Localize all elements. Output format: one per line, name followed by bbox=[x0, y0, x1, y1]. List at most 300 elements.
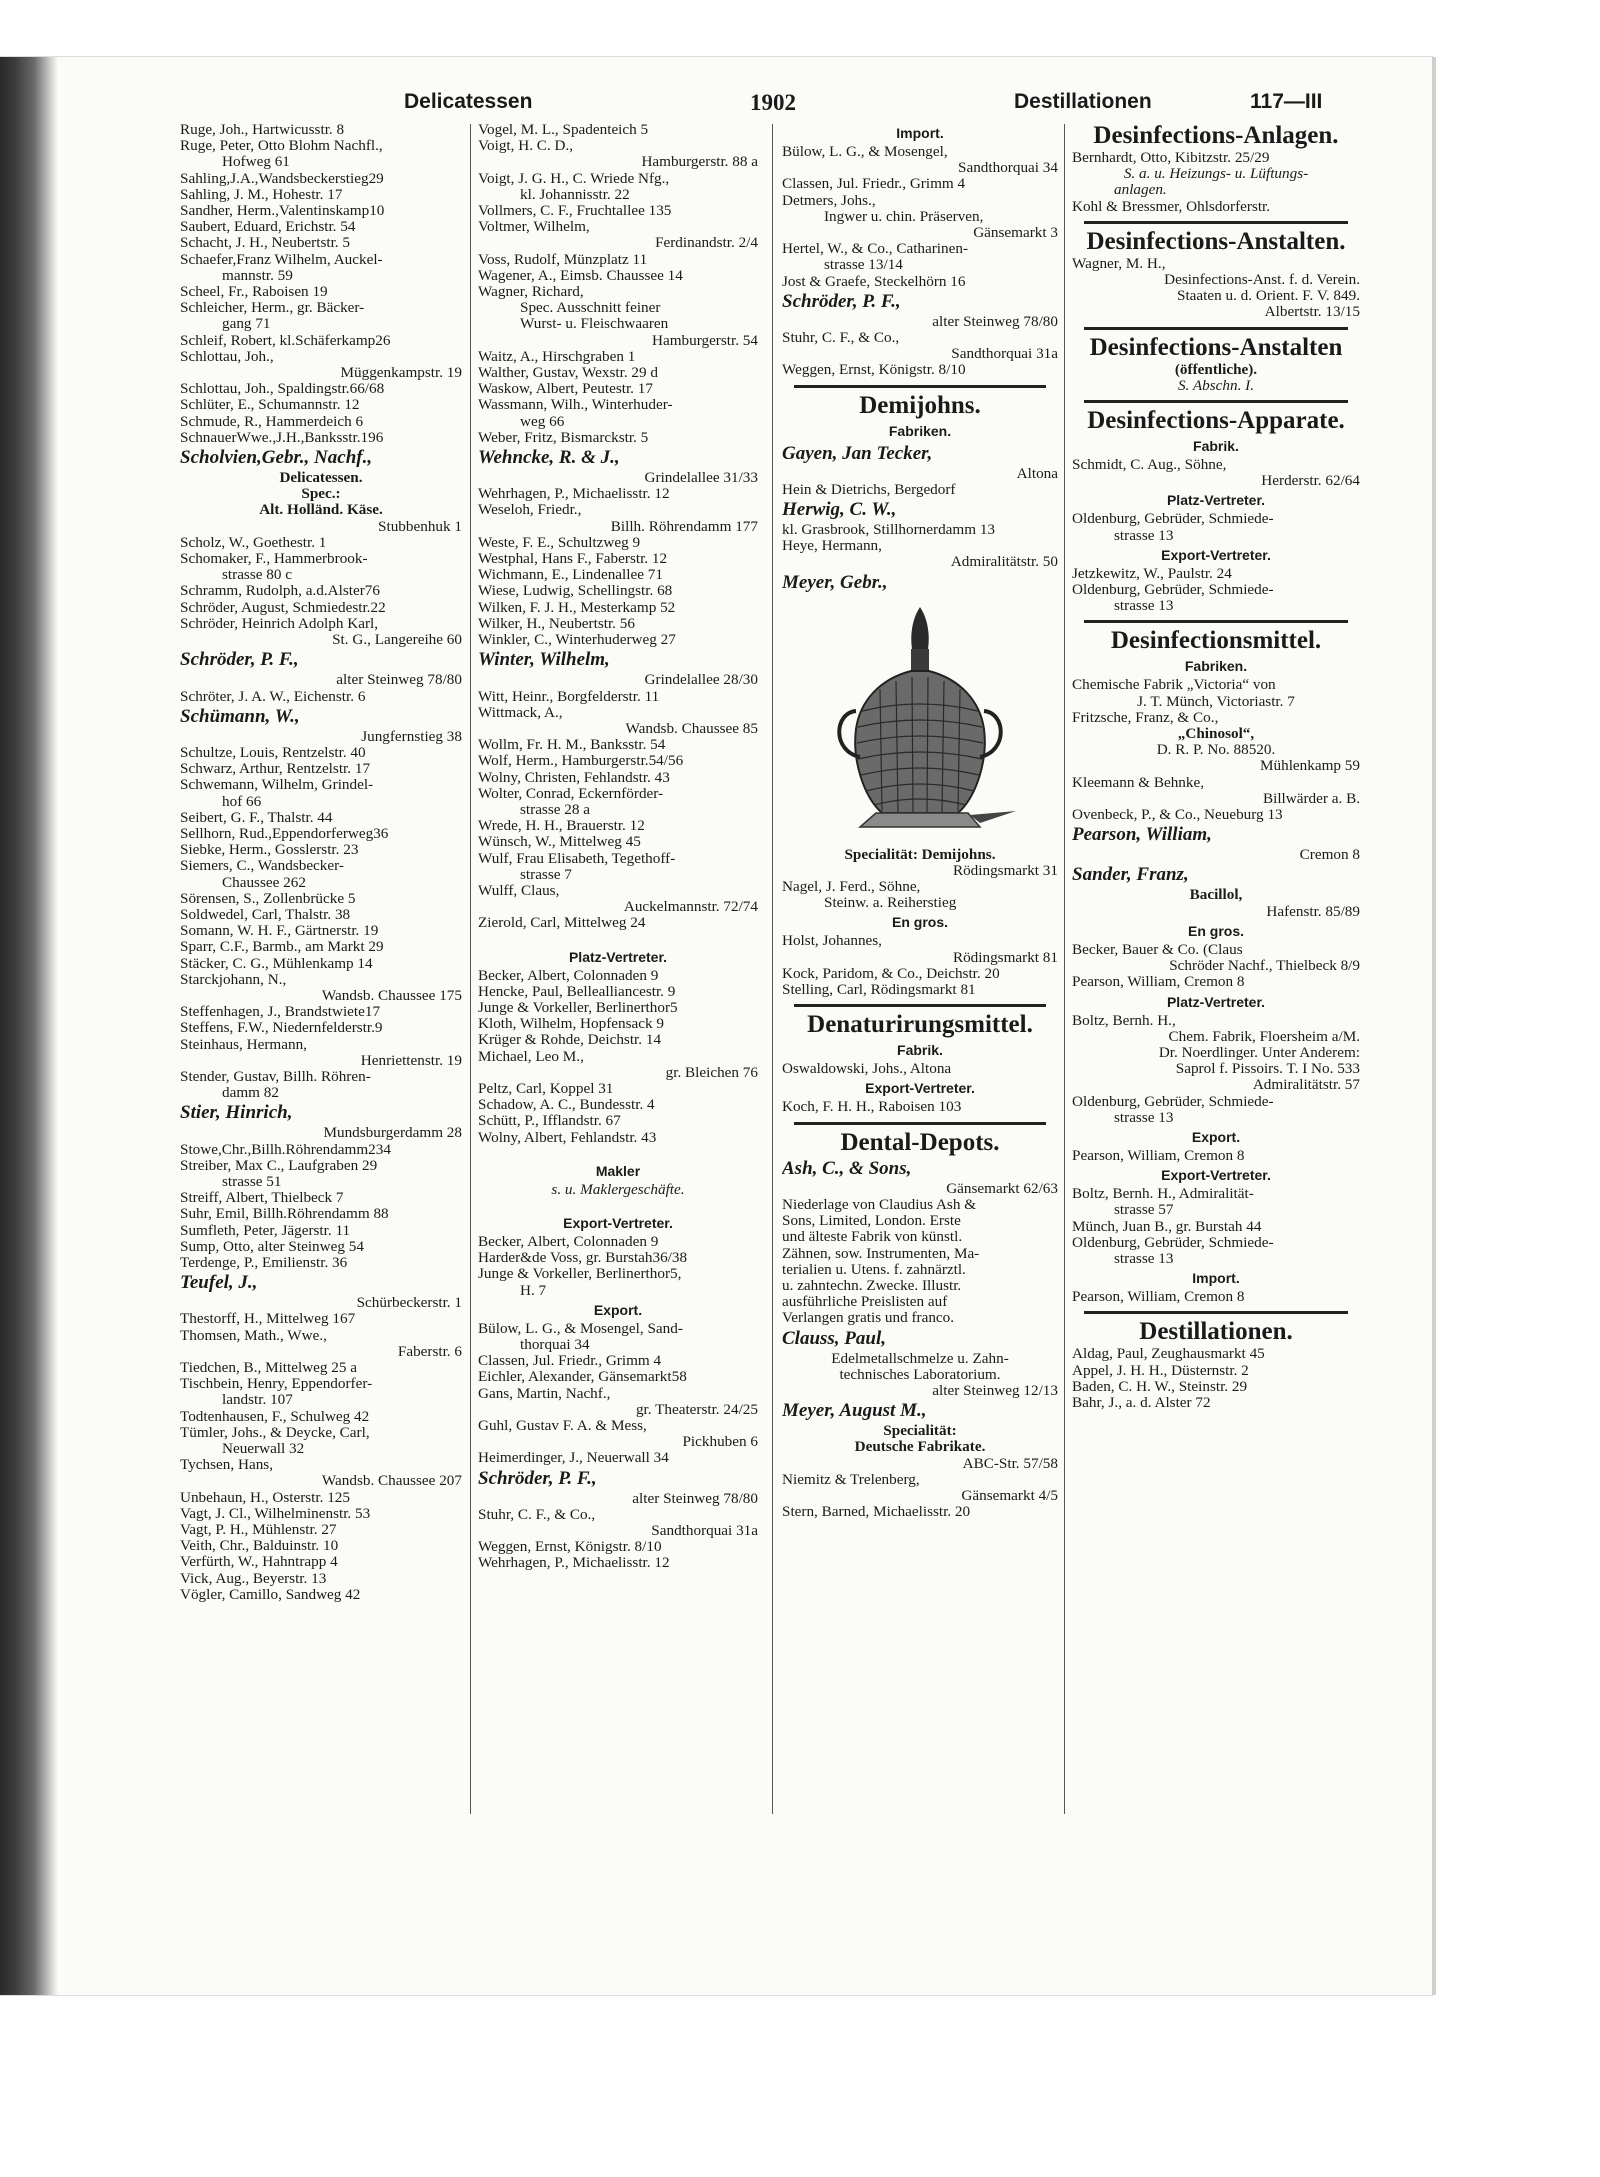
directory-entry: Kohl & Bressmer, Ohlsdorferstr. bbox=[1072, 198, 1271, 215]
directory-entry: Seibert, G. F., Thalstr. 44 bbox=[180, 809, 333, 826]
directory-entry: Detmers, Johs., bbox=[782, 192, 876, 209]
directory-entry: Heye, Hermann, bbox=[782, 538, 882, 555]
directory-entry: strasse 51 bbox=[222, 1173, 282, 1190]
directory-entry: Steffenhagen, J., Brandstwiete17 bbox=[180, 1004, 381, 1021]
directory-entry: technisches Laboratorium. bbox=[839, 1366, 1001, 1383]
directory-entry: Gans, Martin, Nachf., bbox=[478, 1385, 611, 1402]
directory-entry: Witt, Heinr., Borgfelderstr. 11 bbox=[478, 688, 660, 705]
directory-entry: Wollm, Fr. H. M., Banksstr. 54 bbox=[478, 737, 666, 754]
directory-entry: und älteste Fabrik von künstl. bbox=[782, 1229, 963, 1246]
directory-entry: Vagt, P. H., Mühlenstr. 27 bbox=[180, 1522, 337, 1539]
directory-entry: Billwärder a. B. bbox=[1262, 790, 1360, 807]
directory-entry: ABC-Str. 57/58 bbox=[962, 1455, 1058, 1472]
directory-entry: Sandthorquai 31a bbox=[951, 346, 1058, 363]
directory-entry: Pearson, William, Cremon 8 bbox=[1072, 1147, 1245, 1164]
directory-entry: Schmude, R., Hammerdeich 6 bbox=[180, 413, 364, 430]
directory-entry: alter Steinweg 78/80 bbox=[632, 1490, 758, 1507]
firm-name: Ash, C., & Sons, bbox=[782, 1157, 912, 1179]
directory-entry: Wulff, Claus, bbox=[478, 882, 560, 899]
directory-entry: Ruge, Peter, Otto Blohm Nachfl., bbox=[180, 138, 383, 155]
directory-entry: weg 66 bbox=[520, 413, 565, 430]
directory-entry: Rödingsmarkt 81 bbox=[952, 949, 1058, 966]
directory-entry: Ruge, Joh., Hartwicusstr. 8 bbox=[180, 122, 345, 138]
directory-entry: Oldenburg, Gebrüder, Schmiede- bbox=[1072, 582, 1274, 599]
directory-entry: terialien u. Utens. f. zahnärztl. bbox=[782, 1261, 966, 1278]
directory-entry: Fritzsche, Franz, & Co., bbox=[1072, 709, 1219, 726]
subsection-heading: Export-Vertreter. bbox=[563, 1214, 673, 1231]
directory-entry: Dr. Noerdlinger. Unter Anderem: bbox=[1158, 1044, 1360, 1061]
directory-entry: Terdenge, P., Emilienstr. 36 bbox=[180, 1255, 348, 1271]
directory-entry: Schürbeckerstr. 1 bbox=[356, 1295, 462, 1312]
directory-entry: Jost & Graefe, Steckelhörn 16 bbox=[782, 273, 966, 290]
directory-entry: Harder&de Voss, gr. Burstah36/38 bbox=[478, 1250, 688, 1267]
directory-entry: Wassmann, Wilh., Winterhuder- bbox=[478, 397, 673, 414]
directory-entry: Schröder Nachf., Thielbeck 8/9 bbox=[1169, 958, 1360, 975]
directory-entry: (öffentliche). bbox=[1174, 361, 1258, 378]
section-heading-denaturirungsmittel: Denaturirungsmittel. bbox=[807, 1011, 1033, 1039]
directory-entry: Heimerdinger, J., Neuerwall 34 bbox=[478, 1450, 669, 1467]
directory-entry: Hamburgerstr. 54 bbox=[651, 332, 758, 349]
directory-entry: Thomsen, Math., Wwe., bbox=[180, 1327, 327, 1344]
firm-name: Schröder, P. F., bbox=[478, 1467, 597, 1489]
directory-entry: strasse 7 bbox=[520, 866, 572, 883]
directory-entry: Specialität: bbox=[883, 1423, 957, 1440]
directory-entry: Gänsemarkt 4/5 bbox=[961, 1487, 1058, 1504]
directory-entry: Westphal, Hans F., Faberstr. 12 bbox=[478, 551, 668, 568]
subsection-heading: Export. bbox=[1191, 1128, 1241, 1145]
directory-entry: Weggen, Ernst, Königstr. 8/10 bbox=[478, 1539, 662, 1556]
directory-entry: strasse 13 bbox=[1114, 1109, 1174, 1126]
section-heading-desinfections-anlagen: Desinfections-Anlagen. bbox=[1093, 122, 1339, 149]
directory-entry: Wiese, Ludwig, Schellingstr. 68 bbox=[478, 583, 673, 600]
directory-entry: Wrede, H. H., Brauerstr. 12 bbox=[478, 818, 645, 835]
directory-entry: Kloth, Wilhelm, Hopfensack 9 bbox=[478, 1016, 664, 1033]
directory-entry: Sahling, J. M., Hohestr. 17 bbox=[180, 186, 343, 203]
section-heading-desinfections-anstalten-oeffentliche: Desinfections-Anstalten bbox=[1089, 333, 1343, 361]
directory-entry: Tischbein, Henry, Eppendorfer- bbox=[180, 1376, 373, 1393]
directory-entry: Zähnen, sow. Instrumenten, Ma- bbox=[782, 1245, 980, 1262]
directory-entry: Deutsche Fabrikate. bbox=[854, 1439, 986, 1456]
directory-entry: Alt. Holländ. Käse. bbox=[259, 502, 383, 519]
section-rule bbox=[794, 1122, 1046, 1125]
directory-entry: Sumfleth, Peter, Jägerstr. 11 bbox=[180, 1222, 351, 1239]
section-heading-desinfectionsmittel: Desinfectionsmittel. bbox=[1110, 627, 1322, 655]
section-rule bbox=[1084, 620, 1348, 623]
directory-entry: Stowe,Chr.,Billh.Röhrendamm234 bbox=[180, 1141, 391, 1158]
directory-entry: Wulf, Frau Elisabeth, Tegethoff- bbox=[478, 850, 676, 867]
directory-entry: Ingwer u. chin. Präserven, bbox=[824, 208, 984, 225]
directory-entry: Weseloh, Friedr., bbox=[478, 502, 582, 519]
directory-entry: Eichler, Alexander, Gänsemarkt58 bbox=[478, 1369, 687, 1386]
directory-entry: Gänsemarkt 62/63 bbox=[946, 1180, 1058, 1197]
directory-entry: Becker, Albert, Colonnaden 9 bbox=[478, 1233, 659, 1250]
directory-entry: alter Steinweg 78/80 bbox=[336, 672, 462, 689]
section-heading-desinfections-anstalten: Desinfections-Anstalten. bbox=[1086, 227, 1346, 255]
directory-entry: strasse 13 bbox=[1114, 527, 1174, 544]
directory-entry: Oldenburg, Gebrüder, Schmiede- bbox=[1072, 1234, 1274, 1251]
section-rule bbox=[794, 1004, 1046, 1007]
directory-entry: strasse 13 bbox=[1114, 598, 1174, 615]
directory-entry: Zierold, Carl, Mittelweg 24 bbox=[478, 915, 646, 932]
directory-entry: J. T. Münch, Victoriastr. 7 bbox=[1137, 693, 1295, 710]
firm-name: Wehncke, R. & J., bbox=[478, 447, 620, 469]
directory-entry: Todtenhausen, F., Schulweg 42 bbox=[180, 1408, 370, 1425]
directory-entry: Schaefer,Franz Wilhelm, Auckel- bbox=[180, 251, 383, 268]
directory-entry: Admiralitätstr. 50 bbox=[950, 554, 1058, 571]
directory-entry: Kleemann & Behnke, bbox=[1072, 774, 1205, 791]
directory-entry: hof 66 bbox=[222, 793, 262, 810]
directory-entry: Suhr, Emil, Billh.Röhrendamm 88 bbox=[180, 1206, 389, 1223]
directory-entry: Jungfernstieg 38 bbox=[361, 728, 462, 745]
directory-entry: Siemers, C., Wandsbecker- bbox=[180, 858, 344, 875]
directory-entry: Schmidt, C. Aug., Söhne, bbox=[1072, 457, 1227, 474]
directory-entry: thorquai 34 bbox=[520, 1337, 590, 1353]
directory-entry: Spec. Ausschnitt feiner bbox=[520, 300, 661, 317]
subsection-heading: Fabrik. bbox=[1193, 438, 1239, 455]
spacer bbox=[478, 1146, 758, 1160]
directory-entry: Schlottau, Joh., Spaldingstr.66/68 bbox=[180, 381, 385, 398]
section-heading-desinfections-apparate: Desinfections-Apparate. bbox=[1087, 407, 1345, 435]
directory-entry: Boltz, Bernh. H., Admiralität- bbox=[1072, 1186, 1254, 1203]
directory-entry: Peltz, Carl, Koppel 31 bbox=[478, 1080, 614, 1097]
column-divider bbox=[470, 124, 471, 1814]
firm-name: Clauss, Paul, bbox=[782, 1327, 887, 1349]
directory-entry: Spec.: bbox=[301, 486, 341, 503]
directory-entry: Schacht, J. H., Neubertstr. 5 bbox=[180, 235, 350, 252]
spacer bbox=[478, 1198, 758, 1212]
directory-entry: Somann, W. H. F., Gärtnerstr. 19 bbox=[180, 923, 379, 940]
directory-entry: Tychsen, Hans, bbox=[180, 1457, 273, 1474]
directory-entry: u. zahntechn. Zwecke. Illustr. bbox=[782, 1277, 962, 1294]
directory-entry: Stäcker, C. G., Mühlenkamp 14 bbox=[180, 955, 373, 972]
directory-entry: Aldag, Paul, Zeughausmarkt 45 bbox=[1072, 1346, 1265, 1363]
directory-entry: strasse 13 bbox=[1114, 1250, 1174, 1267]
directory-entry: Desinfections-Anst. f. d. Verein. bbox=[1164, 272, 1360, 289]
directory-entry: Altona bbox=[1016, 465, 1058, 482]
directory-entry: strasse 28 a bbox=[520, 801, 591, 818]
directory-entry: Sellhorn, Rud.,Eppendorferweg36 bbox=[180, 825, 389, 842]
directory-entry: Wolny, Christen, Fehlandstr. 43 bbox=[478, 769, 670, 786]
directory-entry: Oldenburg, Gebrüder, Schmiede- bbox=[1072, 511, 1274, 528]
section-heading-destillationen: Destillationen. bbox=[1139, 1318, 1293, 1346]
directory-entry: gang 71 bbox=[222, 316, 271, 333]
directory-entry: Bülow, L. G., & Mosengel, bbox=[782, 144, 948, 160]
directory-entry: Sörensen, S., Zollenbrücke 5 bbox=[180, 890, 356, 907]
header-right-title: Destillationen bbox=[1014, 90, 1152, 113]
directory-entry: Hein & Dietrichs, Bergedorf bbox=[782, 481, 956, 498]
directory-entry: Guhl, Gustav F. A. & Mess, bbox=[478, 1418, 647, 1435]
directory-entry: Bacillol, bbox=[1189, 887, 1243, 904]
column-divider bbox=[772, 124, 773, 1814]
firm-name: Schümann, W., bbox=[180, 705, 300, 727]
directory-entry: landstr. 107 bbox=[222, 1392, 293, 1409]
directory-entry: Sandthorquai 34 bbox=[958, 160, 1058, 177]
directory-entry: Koch, F. H. H., Raboisen 103 bbox=[782, 1099, 962, 1116]
directory-entry: Sandher, Herm.,Valentinskamp10 bbox=[180, 203, 385, 220]
directory-entry: Wichmann, E., Lindenallee 71 bbox=[478, 567, 663, 584]
column-1 bbox=[180, 122, 462, 1603]
directory-entry: Schleicher, Herm., gr. Bäcker- bbox=[180, 300, 365, 317]
directory-entry: Delicatessen. bbox=[279, 470, 363, 487]
firm-name: Stier, Hinrich, bbox=[180, 1102, 293, 1124]
directory-entry: Verfürth, W., Hahntrapp 4 bbox=[180, 1554, 338, 1571]
directory-entry: Schröder, Heinrich Adolph Karl, bbox=[180, 615, 379, 632]
directory-entry: Scheel, Fr., Raboisen 19 bbox=[180, 284, 328, 301]
directory-entry: ausführliche Preislisten auf bbox=[782, 1294, 948, 1311]
directory-entry: strasse 13/14 bbox=[824, 257, 903, 274]
directory-entry: Nagel, J. Ferd., Söhne, bbox=[782, 879, 921, 896]
directory-entry: Stubbenhuk 1 bbox=[378, 518, 462, 535]
subsection-heading: Import. bbox=[1192, 1270, 1240, 1287]
directory-entry: Verlangen gratis und franco. bbox=[782, 1310, 955, 1327]
subsection-heading: Platz-Vertreter. bbox=[1166, 492, 1266, 509]
directory-entry: Streiber, Max C., Laufgraben 29 bbox=[180, 1157, 378, 1174]
subsection-heading: Export-Vertreter. bbox=[1161, 546, 1271, 563]
directory-entry: Schütt, P., Ifflandstr. 67 bbox=[478, 1113, 621, 1130]
directory-entry: Wilker, H., Neubertstr. 56 bbox=[478, 615, 635, 632]
directory-entry: Steinhaus, Hermann, bbox=[180, 1036, 307, 1053]
directory-entry: Pearson, William, Cremon 8 bbox=[1072, 1289, 1245, 1306]
firm-name: Herwig, C. W., bbox=[782, 499, 897, 521]
directory-entry: Vick, Aug., Beyerstr. 13 bbox=[180, 1570, 327, 1587]
directory-entry: Edelmetallschmelze u. Zahn- bbox=[831, 1350, 1009, 1367]
directory-entry: Saprol f. Pissoirs. T. I No. 533 bbox=[1175, 1061, 1360, 1078]
directory-entry: Sons, Limited, London. Erste bbox=[782, 1213, 961, 1230]
directory-entry: Admiralitätstr. 57 bbox=[1252, 1077, 1360, 1094]
directory-entry: Wolf, Herm., Hamburgerstr.54/56 bbox=[478, 753, 684, 770]
directory-entry: Stuhr, C. F., & Co., bbox=[782, 330, 900, 347]
directory-entry: Staaten u. d. Orient. F. V. 849. bbox=[1177, 288, 1360, 305]
directory-entry: Ferdinandstr. 2/4 bbox=[655, 235, 758, 252]
directory-entry: Wagner, Richard, bbox=[478, 284, 584, 301]
directory-entry: Tümler, Johs., & Deycke, Carl, bbox=[180, 1424, 370, 1441]
subsection-heading: Makler bbox=[595, 1162, 641, 1179]
directory-entry: strasse 80 c bbox=[222, 567, 293, 584]
section-heading-dental-depots: Dental-Depots. bbox=[840, 1128, 1000, 1156]
directory-entry: Winkler, C., Winterhuderweg 27 bbox=[478, 632, 676, 649]
directory-entry: Michael, Leo M., bbox=[478, 1048, 584, 1065]
directory-entry: Voltmer, Wilhelm, bbox=[478, 219, 590, 236]
column-2 bbox=[478, 122, 758, 1572]
directory-entry: Pickhuben 6 bbox=[682, 1434, 758, 1451]
firm-name: Scholvien,Gebr., Nachf., bbox=[180, 447, 373, 469]
subsection-heading: En gros. bbox=[891, 914, 948, 931]
directory-entry: Thestorff, H., Mittelweg 167 bbox=[180, 1311, 356, 1328]
directory-entry: SchnauerWwe.,J.H.,Banksstr.196 bbox=[180, 429, 384, 446]
directory-entry: Faberstr. 6 bbox=[397, 1343, 462, 1360]
directory-entry: Chaussee 262 bbox=[222, 874, 306, 891]
directory-entry: alter Steinweg 12/13 bbox=[932, 1382, 1058, 1399]
directory-entry: Wilken, F. J. H., Mesterkamp 52 bbox=[478, 599, 676, 616]
section-rule bbox=[1084, 400, 1348, 403]
subsection-heading: Platz-Vertreter. bbox=[1166, 993, 1266, 1010]
directory-entry: Vogel, M. L., Spadenteich 5 bbox=[478, 122, 649, 138]
directory-entry: Schröter, J. A. W., Eichenstr. 6 bbox=[180, 688, 366, 705]
subsection-heading: Platz-Vertreter. bbox=[568, 948, 668, 965]
directory-entry: Soldwedel, Carl, Thalstr. 38 bbox=[180, 906, 351, 923]
directory-entry: Junge & Vorkeller, Berlinerthor5 bbox=[478, 999, 678, 1016]
directory-entry: Scholz, W., Goethestr. 1 bbox=[180, 534, 327, 551]
directory-entry: Schultze, Louis, Rentzelstr. 40 bbox=[180, 744, 366, 761]
directory-entry: Schomaker, F., Hammerbrook- bbox=[180, 551, 368, 568]
directory-entry: Hamburgerstr. 88 a bbox=[641, 154, 758, 171]
column-4 bbox=[1072, 122, 1360, 1411]
directory-entry: Weber, Fritz, Bismarckstr. 5 bbox=[478, 429, 649, 446]
directory-entry: Schröder, August, Schmiedestr.22 bbox=[180, 599, 386, 616]
directory-entry: Waitz, A., Hirschgraben 1 bbox=[478, 348, 636, 365]
firm-name: Meyer, Gebr., bbox=[782, 571, 888, 593]
directory-entry: Wolter, Conrad, Eckernförder- bbox=[478, 785, 664, 802]
directory-entry: Grindelallee 31/33 bbox=[644, 470, 758, 487]
directory-entry: H. 7 bbox=[520, 1282, 547, 1299]
directory-entry: Hencke, Paul, Bellealliancestr. 9 bbox=[478, 983, 676, 1000]
column-divider bbox=[1064, 124, 1065, 1814]
directory-entry: anlagen. bbox=[1114, 182, 1167, 199]
subsection-heading: Fabriken. bbox=[1184, 658, 1248, 675]
directory-entry: Niemitz & Trelenberg, bbox=[782, 1471, 920, 1488]
directory-entry: Classen, Jul. Friedr., Grimm 4 bbox=[782, 176, 966, 193]
wicker-jug-icon bbox=[820, 601, 1020, 837]
firm-name: Winter, Wilhelm, bbox=[478, 649, 610, 671]
directory-entry: Sahling,J.A.,Wandsbeckerstieg29 bbox=[180, 170, 384, 187]
directory-entry: Schwemann, Wilhelm, Grindel- bbox=[180, 777, 374, 794]
directory-entry: St. G., Langereihe 60 bbox=[332, 632, 462, 649]
directory-entry: Mühlenkamp 59 bbox=[1260, 758, 1360, 775]
directory-entry: Mundsburgerdamm 28 bbox=[323, 1125, 462, 1142]
directory-entry: Cremon 8 bbox=[1299, 847, 1360, 864]
directory-entry: Wünsch, W., Mittelweg 45 bbox=[478, 834, 641, 851]
directory-entry: Schadow, A. C., Bundesstr. 4 bbox=[478, 1097, 655, 1114]
directory-entry: Stern, Barned, Michaelisstr. 20 bbox=[782, 1504, 971, 1521]
directory-entry: S. Abschn. I. bbox=[1177, 377, 1255, 394]
directory-entry: Wolny, Albert, Fehlandstr. 43 bbox=[478, 1129, 657, 1146]
directory-entry: D. R. P. No. 88520. bbox=[1156, 742, 1276, 759]
directory-entry: Sandthorquai 31a bbox=[651, 1523, 758, 1540]
directory-entry: Bahr, J., a. d. Alster 72 bbox=[1072, 1394, 1211, 1411]
subsection-heading: Fabriken. bbox=[888, 422, 952, 439]
directory-entry: kl. Grasbrook, Stillhornerdamm 13 bbox=[782, 522, 996, 539]
directory-entry: Wittmack, A., bbox=[478, 704, 563, 721]
column-3 bbox=[782, 122, 1058, 1520]
directory-entry: „Chinosol“, bbox=[1177, 726, 1255, 743]
directory-entry: Oswaldowski, Johs., Altona bbox=[782, 1061, 952, 1078]
firm-name: Teufel, J., bbox=[180, 1272, 258, 1294]
directory-entry: Jetzkewitz, W., Paulstr. 24 bbox=[1072, 565, 1232, 582]
directory-entry: Billh. Röhrendamm 177 bbox=[610, 518, 758, 535]
directory-entry: Appel, J. H. H., Düsternstr. 2 bbox=[1072, 1362, 1249, 1379]
subsection-heading: En gros. bbox=[1187, 922, 1244, 939]
subsection-heading: Fabrik. bbox=[897, 1042, 943, 1059]
directory-entry: Neuerwall 32 bbox=[222, 1441, 305, 1458]
directory-entry: Hertel, W., & Co., Catharinen- bbox=[782, 241, 969, 258]
directory-entry: Tiedchen, B., Mittelweg 25 a bbox=[180, 1360, 358, 1377]
page-header bbox=[0, 90, 1432, 124]
subsection-heading: Import. bbox=[896, 125, 944, 141]
firm-name: Gayen, Jan Tecker, bbox=[782, 442, 933, 464]
directory-entry: Streiff, Albert, Thielbeck 7 bbox=[180, 1190, 344, 1207]
directory-entry: S. a. u. Heizungs- u. Lüftungs- bbox=[1123, 166, 1309, 183]
section-heading-demijohns: Demijohns. bbox=[859, 391, 981, 419]
section-rule bbox=[794, 385, 1046, 388]
directory-entry: Boltz, Bernh. H., bbox=[1072, 1012, 1176, 1029]
firm-name: Meyer, August M., bbox=[782, 1400, 927, 1422]
directory-entry: Pearson, William, Cremon 8 bbox=[1072, 974, 1245, 991]
directory-entry: Wandsb. Chaussee 175 bbox=[321, 987, 462, 1004]
directory-entry: Albertstr. 13/15 bbox=[1264, 304, 1360, 321]
directory-entry: Holst, Johannes, bbox=[782, 933, 882, 950]
header-left-title: Delicatessen bbox=[404, 90, 533, 113]
directory-entry: Voss, Rudolf, Münzplatz 11 bbox=[478, 251, 648, 268]
directory-entry: Voigt, H. C. D., bbox=[478, 138, 574, 155]
directory-entry: Vagt, J. Cl., Wilhelminenstr. 53 bbox=[180, 1505, 371, 1522]
directory-entry: Voigt, J. G. H., C. Wriede Nfg., bbox=[478, 170, 670, 187]
directory-entry: Classen, Jul. Friedr., Grimm 4 bbox=[478, 1353, 662, 1370]
directory-entry: Henriettenstr. 19 bbox=[360, 1052, 462, 1069]
directory-entry: Bernhardt, Otto, Kibitzstr. 25/29 bbox=[1072, 150, 1270, 166]
spacer bbox=[478, 932, 758, 946]
directory-entry: Ovenbeck, P., & Co., Neueburg 13 bbox=[1072, 807, 1283, 824]
directory-entry: Unbehaun, H., Osterstr. 125 bbox=[180, 1489, 350, 1506]
directory-entry: gr. Theaterstr. 24/25 bbox=[635, 1401, 758, 1418]
subsection-heading: Export-Vertreter. bbox=[1161, 1167, 1271, 1184]
directory-entry: Oldenburg, Gebrüder, Schmiede- bbox=[1072, 1093, 1274, 1110]
subsection-heading: Export. bbox=[593, 1301, 643, 1318]
directory-entry: Starckjohann, N., bbox=[180, 971, 287, 988]
book-gutter bbox=[0, 57, 58, 1995]
directory-entry: Stuhr, C. F., & Co., bbox=[478, 1506, 596, 1523]
directory-entry: Schlüter, E., Schumannstr. 12 bbox=[180, 397, 360, 414]
directory-entry: Wehrhagen, P., Michaelisstr. 12 bbox=[478, 1555, 670, 1572]
directory-entry: Sump, Otto, alter Steinweg 54 bbox=[180, 1238, 364, 1255]
directory-entry: Stelling, Carl, Rödingsmarkt 81 bbox=[782, 982, 976, 999]
directory-entry: Vögler, Camillo, Sandweg 42 bbox=[180, 1586, 361, 1603]
directory-entry: Stender, Gustav, Billh. Röhren- bbox=[180, 1068, 371, 1085]
directory-entry: gr. Bleichen 76 bbox=[665, 1064, 758, 1081]
directory-entry: Waskow, Albert, Peutestr. 17 bbox=[478, 381, 653, 398]
directory-entry: Bülow, L. G., & Mosengel, Sand- bbox=[478, 1320, 683, 1337]
section-rule bbox=[1084, 221, 1348, 224]
header-page-number: 117—III bbox=[1250, 90, 1323, 113]
directory-entry: Wurst- u. Fleischwaaren bbox=[520, 316, 669, 333]
directory-entry: Wagner, M. H., bbox=[1072, 255, 1166, 272]
subsection-heading: Export-Vertreter. bbox=[865, 1080, 975, 1097]
directory-entry: Kock, Paridom, & Co., Deichstr. 20 bbox=[782, 965, 1000, 982]
directory-entry: Rödingsmarkt 31 bbox=[952, 862, 1058, 879]
directory-entry: Saubert, Eduard, Erichstr. 54 bbox=[180, 219, 356, 236]
firm-name: Schröder, P. F., bbox=[782, 290, 901, 312]
directory-entry: kl. Johannisstr. 22 bbox=[520, 186, 630, 203]
directory-entry: Steffens, F.W., Niedernfelderstr.9 bbox=[180, 1020, 383, 1037]
directory-entry: Müggenkampstr. 19 bbox=[340, 365, 462, 382]
directory-entry: Walther, Gustav, Wexstr. 29 d bbox=[478, 365, 659, 382]
directory-entry: Siebke, Herm., Gosslerstr. 23 bbox=[180, 842, 359, 859]
directory-entry: Münch, Juan B., gr. Burstah 44 bbox=[1072, 1218, 1262, 1235]
section-rule bbox=[1084, 327, 1348, 330]
directory-entry: Auckelmannstr. 72/74 bbox=[623, 899, 758, 916]
firm-name: Sander, Franz, bbox=[1072, 864, 1189, 886]
directory-entry: Herderstr. 62/64 bbox=[1261, 473, 1360, 490]
header-year: 1902 bbox=[750, 90, 796, 115]
section-rule bbox=[1084, 1311, 1348, 1314]
directory-entry: Baden, C. H. W., Steinstr. 29 bbox=[1072, 1378, 1248, 1395]
directory-entry: mannstr. 59 bbox=[222, 267, 293, 284]
firm-name: Pearson, William, bbox=[1072, 824, 1212, 846]
directory-entry: Gänsemarkt 3 bbox=[973, 225, 1058, 242]
firm-name: Schröder, P. F., bbox=[180, 649, 299, 671]
directory-entry: Schwarz, Arthur, Rentzelstr. 17 bbox=[180, 761, 371, 778]
directory-entry: alter Steinweg 78/80 bbox=[932, 313, 1058, 330]
directory-entry: damm 82 bbox=[222, 1085, 279, 1102]
